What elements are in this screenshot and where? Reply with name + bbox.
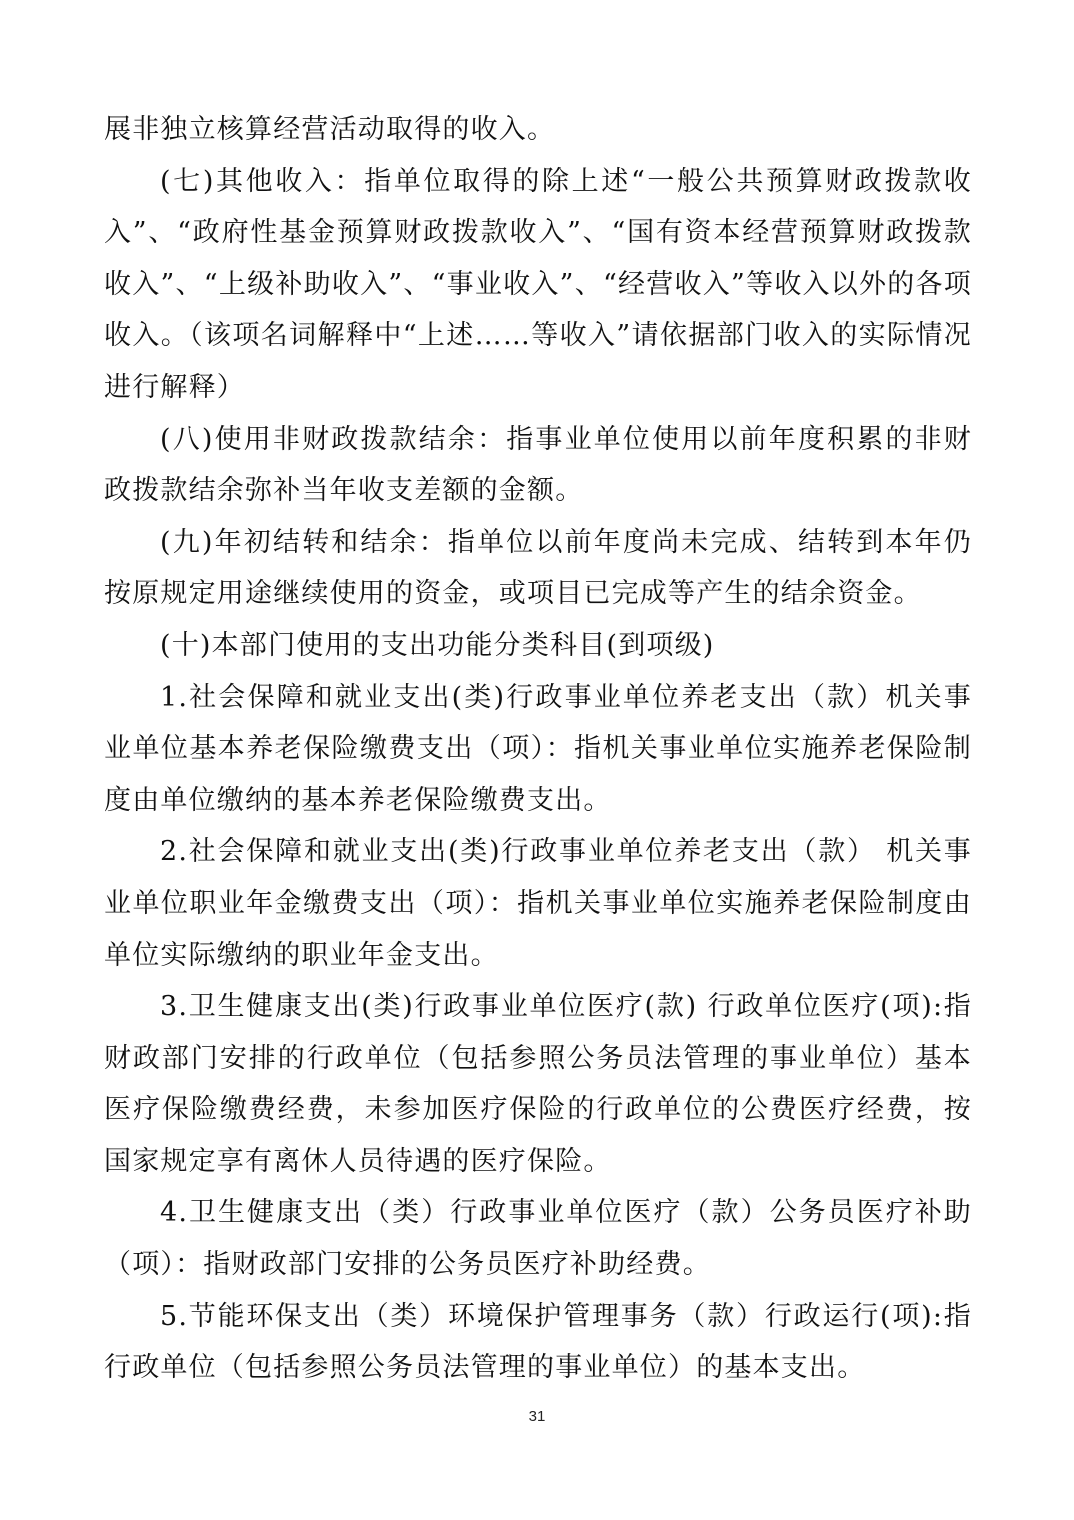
paragraph-non-fiscal-surplus: (八)使用非财政拨款结余：指事业单位使用以前年度积累的非财政拨款结余弥补当年收支差额的金额。 bbox=[104, 423, 972, 507]
document-body bbox=[104, 104, 972, 1394]
paragraph-expenditure-categories-heading: (十)本部门使用的支出功能分类科目(到项级) bbox=[160, 629, 715, 661]
paragraph-carryover-balance: (九)年初结转和结余：指单位以前年度尚未完成、结转到本年仍按原规定用途继续使用的资金，或项目已完成等产生的结余资金。 bbox=[104, 526, 972, 610]
paragraph-item-3: 3.卫生健康支出(类)行政事业单位医疗(款) 行政单位医疗(项):指财政部门安排的行政单位（包括参照公务员法管理的事业单位）基本医疗保险缴费经费，未参加医疗保险的行政单位的公费医疗经费，按国家规定享有离休人员待遇的医疗保险。 bbox=[104, 991, 972, 1177]
paragraph-other-income: (七)其他收入：指单位取得的除上述“一般公共预算财政拨款收入”、“政府性基金预算财政拨款收入”、“国有资本经营预算财政拨款收入”、“上级补助收入”、“事业收入”、“经营收入”等收入以外的各项收入。（该项名词解释中“上述……等收入”请依据部门收入的实际情况进行解释） bbox=[104, 165, 972, 403]
paragraph-item-5: 5.节能环保支出（类）环境保护管理事务（款）行政运行(项):指行政单位（包括参照公务员法管理的事业单位）的基本支出。 bbox=[104, 1300, 972, 1384]
paragraph-item-4: 4.卫生健康支出（类）行政事业单位医疗（款）公务员医疗补助（项）：指财政部门安排的公务员医疗补助经费。 bbox=[104, 1197, 972, 1281]
paragraph-item-1: 1.社会保障和就业支出(类)行政事业单位养老支出（款）机关事业单位基本养老保险缴费支出（项）：指机关事业单位实施养老保险制度由单位缴纳的基本养老保险缴费支出。 bbox=[104, 681, 972, 816]
page-number: 31 bbox=[528, 1408, 546, 1425]
paragraph-continuation: 展非独立核算经营活动取得的收入。 bbox=[104, 114, 556, 145]
paragraph-item-2: 2.社会保障和就业支出(类)行政事业单位养老支出（款） 机关事业单位职业年金缴费支出（项）：指机关事业单位实施养老保险制度由单位实际缴纳的职业年金支出。 bbox=[104, 836, 972, 971]
